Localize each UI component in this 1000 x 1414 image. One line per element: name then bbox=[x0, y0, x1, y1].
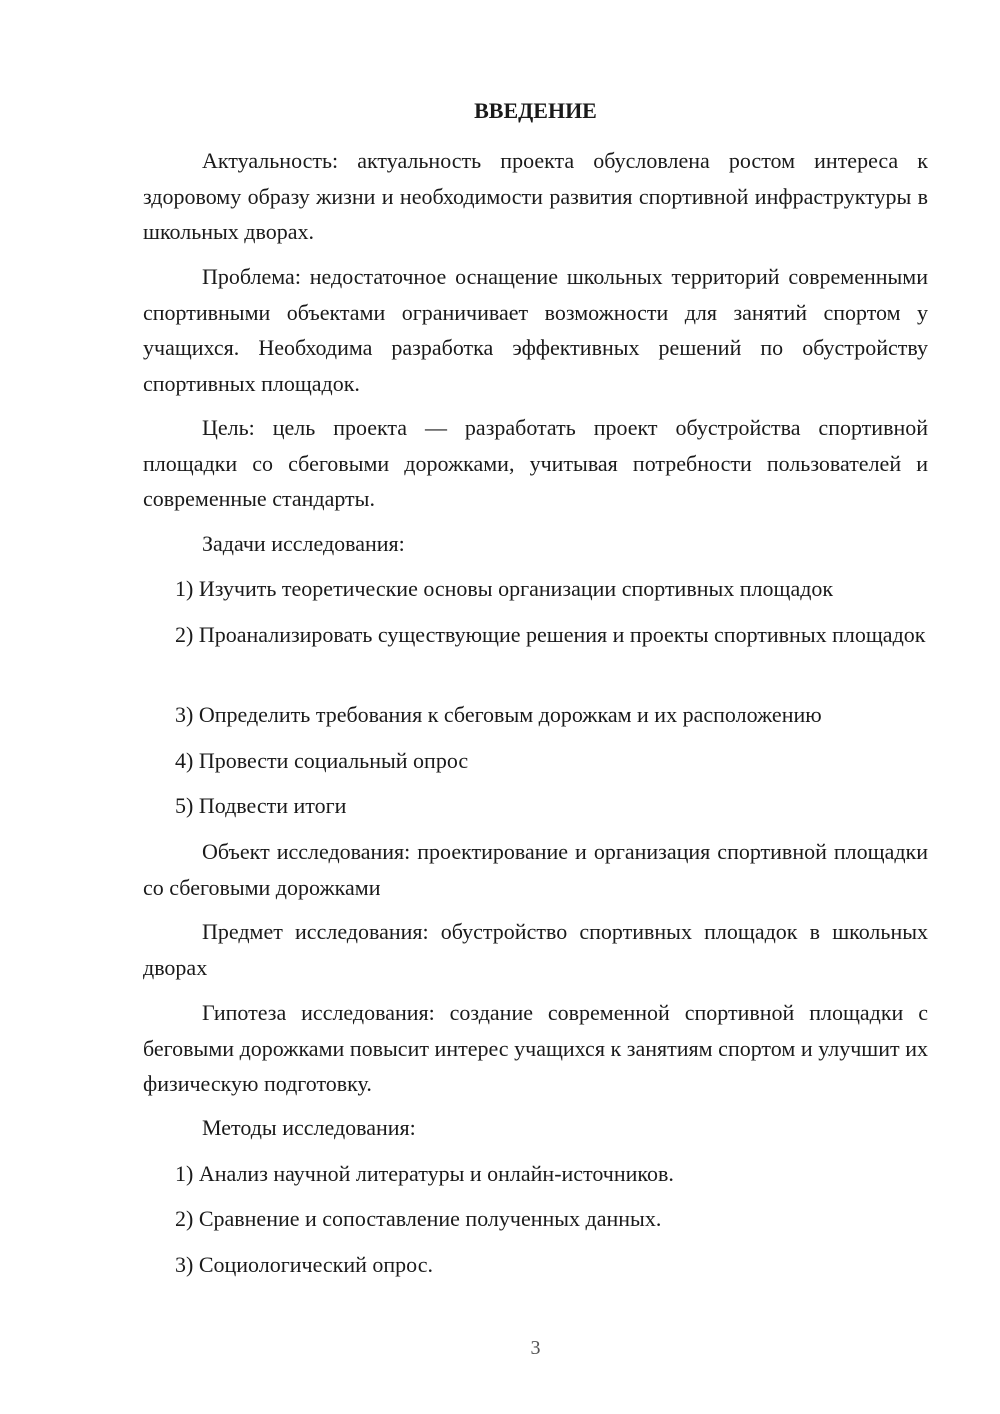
tasks-title bbox=[143, 526, 928, 562]
method-item-text: 3) Социологический опрос. bbox=[175, 1252, 433, 1277]
methods-title-text: Методы исследования: bbox=[202, 1115, 416, 1140]
methods-title bbox=[143, 1110, 928, 1146]
task-item bbox=[143, 571, 928, 607]
method-item bbox=[143, 1156, 928, 1192]
task-item bbox=[143, 743, 928, 779]
method-item bbox=[143, 1201, 928, 1237]
method-item bbox=[143, 1247, 928, 1283]
object-text: Объект исследования: проектирование и организация спортивной площадки со сбеговыми дорожками bbox=[143, 839, 928, 900]
task-item-text: 4) Провести социальный опрос bbox=[175, 748, 469, 773]
relevance-paragraph bbox=[143, 143, 928, 250]
hypothesis-paragraph bbox=[143, 995, 928, 1102]
document-page bbox=[143, 0, 928, 1414]
relevance-text: Актуальность: актуальность проекта обусловлена ростом интереса к здоровому образу жизни и необходимости развития спортивной инфраструктуры в школьных дворах. bbox=[143, 148, 928, 244]
task-item-text: 2) Проанализировать существующие решения и проекты спортивных площадок bbox=[175, 622, 926, 647]
page-number: 3 bbox=[530, 1337, 541, 1359]
object-paragraph bbox=[143, 834, 928, 905]
section-heading: ВВЕДЕНИЕ bbox=[474, 98, 597, 123]
subject-text: Предмет исследования: обустройство спортивных площадок в школьных дворах bbox=[143, 919, 928, 980]
method-item-text: 2) Сравнение и сопоставление полученных данных. bbox=[175, 1206, 662, 1231]
problem-text: Проблема: недостаточное оснащение школьных территорий современными спортивными объектами ограничивает возможности для занятий спортом у учащихся. Необходима разработка эффективных решений по обустройству спортивных площадок. bbox=[143, 264, 928, 396]
goal-text: Цель: цель проекта — разработать проект обустройства спортивной площадки со сбеговыми дорожками, учитывая потребности пользователей и современные стандарты. bbox=[143, 415, 928, 511]
task-item bbox=[143, 697, 928, 733]
subject-paragraph bbox=[143, 914, 928, 985]
goal-paragraph bbox=[143, 410, 928, 517]
task-item bbox=[143, 617, 928, 653]
task-item-text: 5) Подвести итоги bbox=[175, 793, 347, 818]
task-item-text: 3) Определить требования к сбеговым дорожкам и их расположению bbox=[175, 702, 822, 727]
method-item-text: 1) Анализ научной литературы и онлайн-источников. bbox=[175, 1161, 674, 1186]
task-item bbox=[143, 788, 928, 824]
problem-paragraph bbox=[143, 259, 928, 401]
hypothesis-text: Гипотеза исследования: создание современной спортивной площадки с беговыми дорожками повысит интерес учащихся к занятиям спортом и улучшит их физическую подготовку. bbox=[143, 1000, 928, 1096]
task-item-text: 1) Изучить теоретические основы организации спортивных площадок bbox=[175, 576, 834, 601]
tasks-title-text: Задачи исследования: bbox=[202, 531, 405, 556]
